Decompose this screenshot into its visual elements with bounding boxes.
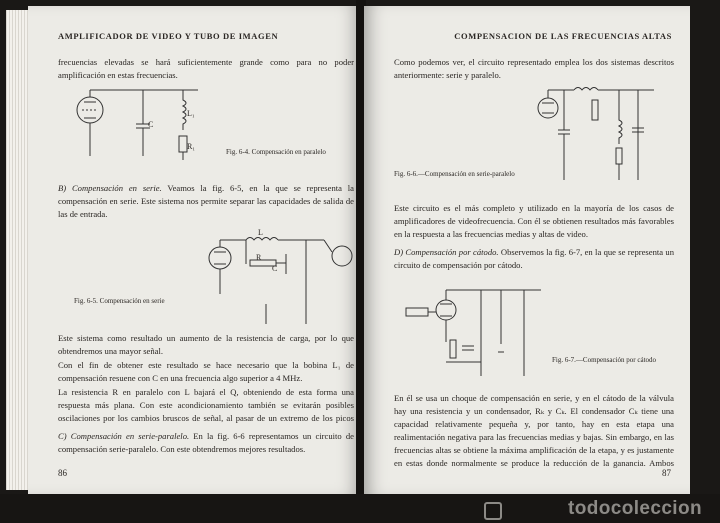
right-paragraph-2: Este circuito es el más completo y utilizado en la mayoría de los casos de amplificadores de videofrecuencia. Con él se obtienen resultados más favorables en la respuesta a las frecuencias medias y altas de video. bbox=[394, 203, 674, 239]
left-paragraph-5: La resistencia R en paralelo con L bajará el Q, obteniendo de esta forma una respuesta más plana. Con este acondicionamiento también se evitarán posibles oscilaciones por los cambios bruscos de señal, al pasar de un extremo de los picos bbox=[58, 387, 354, 423]
todocoleccion-logo-icon bbox=[484, 502, 502, 520]
left-paragraph-1: frecuencias elevadas se hará suficientemente grande como para no poder amplificación en estas frecuencias. bbox=[58, 57, 354, 80]
fig-6-7-caption: Fig. 6-7.—Compensación por cátodo bbox=[552, 356, 657, 364]
fig-6-5-label-c: C bbox=[272, 264, 278, 273]
left-page bbox=[28, 6, 360, 494]
fig-6-6-caption: Fig. 6-6.—Compensación en serie-paralelo bbox=[394, 170, 515, 178]
left-paragraph-2-body: Veamos la fig. 6-5, en la que se representa la compensación en serie. Este sistema nos permite separar las capacidades de salida de las de entrada. bbox=[58, 183, 354, 219]
fig-6-4-caption: Fig. 6-4. Compensación en paralelo bbox=[226, 148, 326, 156]
footer-bar bbox=[0, 494, 720, 523]
compensacion-serie-heading: B) Compensación en serie. bbox=[58, 183, 162, 193]
fig-6-4-label-c: C bbox=[148, 120, 154, 129]
watermark-text: todocoleccion bbox=[568, 498, 702, 519]
fig-6-5-caption: Fig. 6-5. Compensación en serie bbox=[74, 297, 165, 305]
right-paragraph-3 bbox=[394, 246, 674, 272]
figure-6-5-circuit bbox=[206, 234, 356, 329]
left-paragraph-4: Con el fin de obtener este resultado se hace necesario que la bobina L₁ de compensación resuene con C en una frecuencia algo superior a 4 MHz. bbox=[58, 360, 354, 383]
fig-6-4-label-l1: L₁ bbox=[187, 109, 195, 118]
right-paragraph-1: Como podemos ver, el circuito representado emplea los dos sistemas descritos anteriormente: serie y paralelo. bbox=[394, 57, 674, 80]
right-page-header: COMPENSACION DE LAS FRECUENCIAS ALTAS bbox=[454, 31, 672, 41]
compensacion-catodo-heading: D) Compensación por cátodo. bbox=[394, 247, 499, 257]
left-paragraph-6-body: En la fig. 6-6 representamos un circuito de compensación serie-paralelo. Con este obtendremos mejores resultados. bbox=[58, 431, 354, 454]
figure-6-7-circuit bbox=[406, 284, 546, 382]
right-paragraph-4: En él se usa un choque de compensación en serie, y en el cátodo de la válvula hay una resistencia y un condensador, Rₖ y Cₖ. El condensador Cₖ tiene una capacidad relativamente pequeña y, por tanto, hay en esta etapa una realimentación negativa para las frecuencias medias y bajas. Sin embargo, en las frecuencias altas se obtiene la máxima amplificación de la etapa, y es justamente en estas donde normalmente se produce la reducción de la ganancia. Ambos bbox=[394, 393, 674, 468]
left-page-header: AMPLIFICADOR DE VIDEO Y TUBO DE IMAGEN bbox=[58, 31, 279, 41]
fig-6-5-label-l: L bbox=[258, 228, 263, 237]
left-paragraph-3: Este sistema como resultado un aumento de la resistencia de carga, por lo que obtendremos una mayor señal. bbox=[58, 333, 354, 356]
right-page-number: 87 bbox=[662, 468, 671, 478]
compensacion-serie-paralelo-heading: C) Compensación en serie-paralelo. bbox=[58, 431, 190, 441]
fig-6-4-label-r1: R₁ bbox=[187, 142, 196, 151]
right-page bbox=[364, 6, 690, 494]
left-paragraph-2 bbox=[58, 182, 354, 221]
right-paragraph-3-body: Observemos la fig. 6-7, en la que se representa un circuito de compensación por cátodo. bbox=[394, 247, 674, 270]
figure-6-6-circuit bbox=[534, 80, 664, 190]
left-paragraph-6 bbox=[58, 430, 354, 456]
left-page-number: 86 bbox=[58, 468, 67, 478]
fig-6-5-label-r: R bbox=[256, 253, 262, 262]
page-edge bbox=[6, 10, 30, 490]
